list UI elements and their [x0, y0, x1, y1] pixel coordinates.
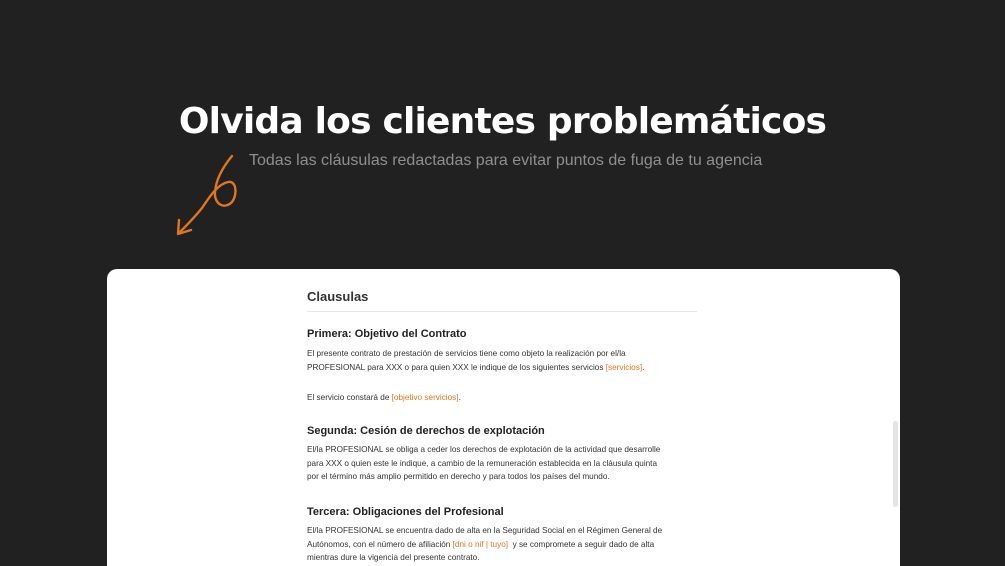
- variable-placeholder: [servicios]: [605, 362, 643, 372]
- section-paragraph: [307, 391, 697, 405]
- document-content: [307, 289, 697, 562]
- section-title: Segunda: Cesión de derechos de explotación: [307, 425, 545, 437]
- paragraph-line: El/la PROFESIONAL se obliga a ceder los derechos de explotación de la actividad que desarrolle: [307, 445, 661, 454]
- section-title: Primera: Objetivo del Contrato: [307, 328, 467, 340]
- variable-placeholder: [dni o nif | tuyo]: [452, 539, 509, 549]
- paragraph-line: por el término más amplio permitido en derecho y para todos los países del mundo.: [307, 472, 610, 481]
- document-heading: Clausulas: [307, 289, 697, 312]
- section-paragraph: [307, 524, 697, 565]
- paragraph-line: El servicio constará de: [307, 393, 392, 402]
- document-preview-card: [107, 269, 900, 566]
- paragraph-end: .: [458, 393, 461, 402]
- section-paragraph: [307, 347, 697, 374]
- scrollbar-thumb[interactable]: [893, 421, 898, 507]
- paragraph-line: PROFESIONAL para XXX o para quien XXX le indique de los siguientes servicios: [307, 362, 606, 372]
- clause-section-segunda: [307, 424, 697, 484]
- paragraph-line: Autónomos, con el número de afiliación: [307, 539, 453, 549]
- hero-subtitle: Todas las cláusulas redactadas para evitar puntos de fuga de tu agencia: [249, 152, 763, 169]
- paragraph-end: .: [642, 362, 645, 372]
- variable-placeholder: [objetivo servicios]: [391, 393, 459, 402]
- hand-drawn-arrow-icon: [170, 150, 245, 245]
- paragraph-line: El/la PROFESIONAL se encuentra dado de alta en la Seguridad Social en el Régimen General de: [307, 526, 663, 535]
- section-title: Tercera: Obligaciones del Profesional: [307, 506, 504, 518]
- paragraph-line: y se compromete a seguir dado de alta: [508, 539, 655, 549]
- paragraph-line: mientras dure la vigencia del presente contrato.: [307, 553, 480, 562]
- clause-section-primera: [307, 327, 697, 405]
- hero-title: Olvida los clientes problemáticos: [178, 101, 827, 142]
- paragraph-line: El presente contrato de prestación de servicios tiene como objeto la realización por el/la: [307, 349, 626, 358]
- paragraph-line: para XXX o quien este le indique, a cambio de la remuneración establecida en la cláusula quinta: [307, 458, 658, 468]
- clause-section-tercera: [307, 505, 697, 565]
- section-paragraph: [307, 443, 697, 484]
